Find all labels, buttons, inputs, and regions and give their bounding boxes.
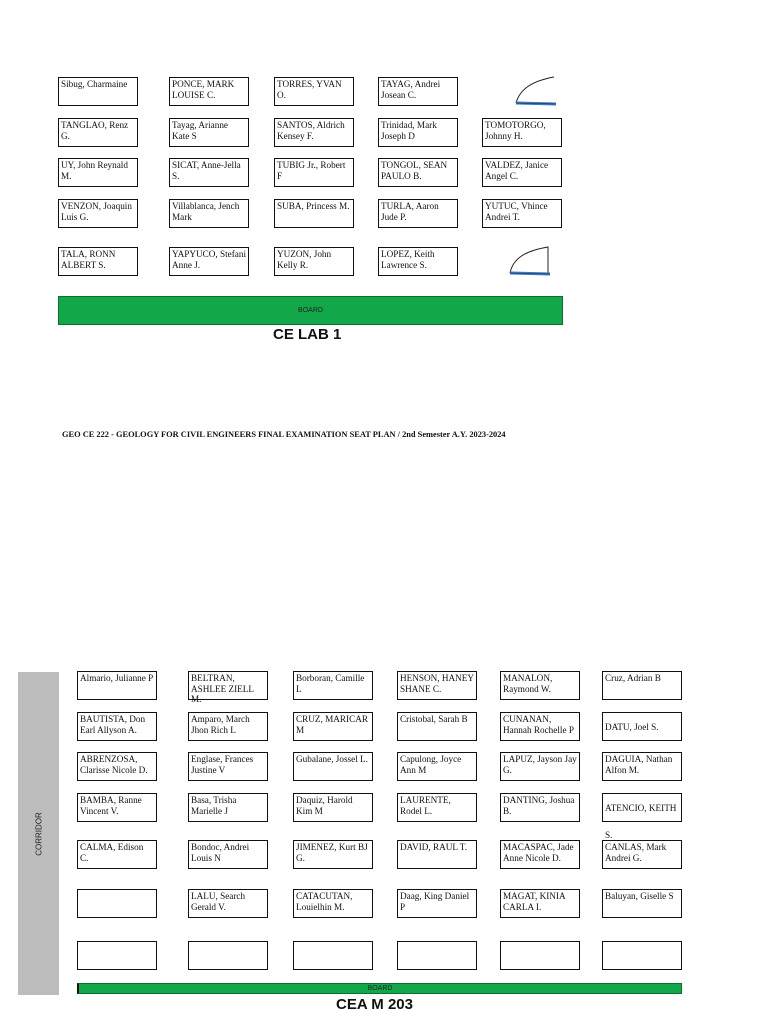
seat-cell: LALU, Search Gerald V. xyxy=(188,889,268,918)
seat-cell: SANTOS, Aldrich Kensey F. xyxy=(274,118,354,147)
seat-cell: SICAT, Anne-Jella S. xyxy=(169,158,249,187)
seat-cell: Amparo, March Jhon Rich L xyxy=(188,712,268,741)
seat-cell: SUBA, Princess M. xyxy=(274,199,354,228)
seat-cell: BAUTISTA, Don Earl Allyson A. xyxy=(77,712,157,741)
board: BOARD xyxy=(58,296,563,325)
seat-cell: TORRES, YVAN O. xyxy=(274,77,354,106)
seat-cell: ABRENZOSA, Clarisse Nicole D. xyxy=(77,752,157,781)
seat-cell: UY, John Reynald M. xyxy=(58,158,138,187)
seat-cell xyxy=(188,941,268,970)
seat-cell: LOPEZ, Keith Lawrence S. xyxy=(378,247,458,276)
seat-cell: Englase, Frances Justine V xyxy=(188,752,268,781)
seat-cell: YUZON, John Kelly R. xyxy=(274,247,354,276)
seat-cell: Cristobal, Sarah B xyxy=(397,712,477,741)
seat-cell: VENZON, Joaquin Luis G. xyxy=(58,199,138,228)
corridor xyxy=(18,672,59,995)
seat-cell: Baluyan, Giselle S xyxy=(602,889,682,918)
seat-cell: Tayag, Arianne Kate S xyxy=(169,118,249,147)
seat-cell: JIMENEZ, Kurt BJ G. xyxy=(293,840,373,869)
seat-cell: Daag, King Daniel P xyxy=(397,889,477,918)
seat-cell: Cruz, Adrian B xyxy=(602,671,682,700)
seat-cell: Villablanca, Jench Mark xyxy=(169,199,249,228)
seat-cell: YAPYUCO, Stefani Anne J. xyxy=(169,247,249,276)
seat-cell: TURLA, Aaron Jude P. xyxy=(378,199,458,228)
seat-cell: LAURENTE, Rodel L. xyxy=(397,793,477,822)
seat-cell: CRUZ, MARICAR M xyxy=(293,712,373,741)
seat-cell: DAVID, RAUL T. xyxy=(397,840,477,869)
seat-cell: Basa, Trisha Marielle J xyxy=(188,793,268,822)
seat-cell: TONGOL, SEAN PAULO B. xyxy=(378,158,458,187)
seat-cell: Bondoc, Andrei Louis N xyxy=(188,840,268,869)
seat-cell: Sibug, Charmaine xyxy=(58,77,138,106)
seat-cell: Trinidad, Mark Joseph D xyxy=(378,118,458,147)
seat-cell: Borboran, Camille L xyxy=(293,671,373,700)
exam-title: GEO CE 222 - GEOLOGY FOR CIVIL ENGINEERS FINAL EXAMINATION SEAT PLAN / 2nd Semester A.Y. 2023-2024 xyxy=(62,430,506,439)
seat-cell xyxy=(77,889,157,918)
seat-cell: TALA, RONN ALBERT S. xyxy=(58,247,138,276)
door-icon xyxy=(504,245,554,279)
seat-cell: Almario, Julianne P xyxy=(77,671,157,700)
corridor-label: CORRIDOR xyxy=(34,811,43,856)
seat-cell xyxy=(293,941,373,970)
seat-cell: TUBIG Jr., Robert F xyxy=(274,158,354,187)
seat-cell: MACASPAC, Jade Anne Nicole D. xyxy=(500,840,580,869)
board: BOARD xyxy=(77,983,682,994)
seat-cell xyxy=(77,941,157,970)
seat-cell: CATACUTAN, Louielhin M. xyxy=(293,889,373,918)
seat-cell: YUTUC, Vhince Andrei T. xyxy=(482,199,562,228)
seat-cell: TANGLAO, Renz G. xyxy=(58,118,138,147)
seat-cell xyxy=(602,941,682,970)
seat-cell: BAMBA, Ranne Vincent V. xyxy=(77,793,157,822)
seat-cell: PONCE, MARK LOUISE C. xyxy=(169,77,249,106)
seat-cell xyxy=(500,941,580,970)
seat-cell: Daquiz, Harold Kim M xyxy=(293,793,373,822)
seat-cell: BELTRAN, ASHLEE ZIELL M. xyxy=(188,671,268,700)
seat-cell: CANLAS, Mark Andrei G. xyxy=(602,840,682,869)
seat-cell: LAPUZ, Jayson Jay G. xyxy=(500,752,580,781)
seat-cell: Capulong, Joyce Ann M xyxy=(397,752,477,781)
room-title-cea-m203: CEA M 203 xyxy=(336,996,413,1013)
room-title-ce-lab-1: CE LAB 1 xyxy=(273,326,342,343)
seat-cell: CALMA, Edison C. xyxy=(77,840,157,869)
seat-cell: Gubalane, Jossel L. xyxy=(293,752,373,781)
seat-cell: DATU, Joel S. xyxy=(602,712,682,741)
seat-cell: MANALON, Raymond W. xyxy=(500,671,580,700)
seat-cell: VALDEZ, Janice Angel C. xyxy=(482,158,562,187)
seat-cell: MAGAT, KINIA CARLA I. xyxy=(500,889,580,918)
seat-cell: CUNANAN, Hannah Rochelle P xyxy=(500,712,580,741)
seat-cell: DANTING, Joshua B. xyxy=(500,793,580,822)
seat-cell xyxy=(397,941,477,970)
seat-cell: DAGUIA, Nathan Alfon M. xyxy=(602,752,682,781)
seat-cell: TAYAG, Andrei Josean C. xyxy=(378,77,458,106)
seat-cell: HENSON, HANEY SHANE C. xyxy=(397,671,477,700)
door-icon xyxy=(510,75,560,109)
seat-cell: TOMOTORGO, Johnny H. xyxy=(482,118,562,147)
seat-cell: ATENCIO, KEITH S. xyxy=(602,793,682,822)
